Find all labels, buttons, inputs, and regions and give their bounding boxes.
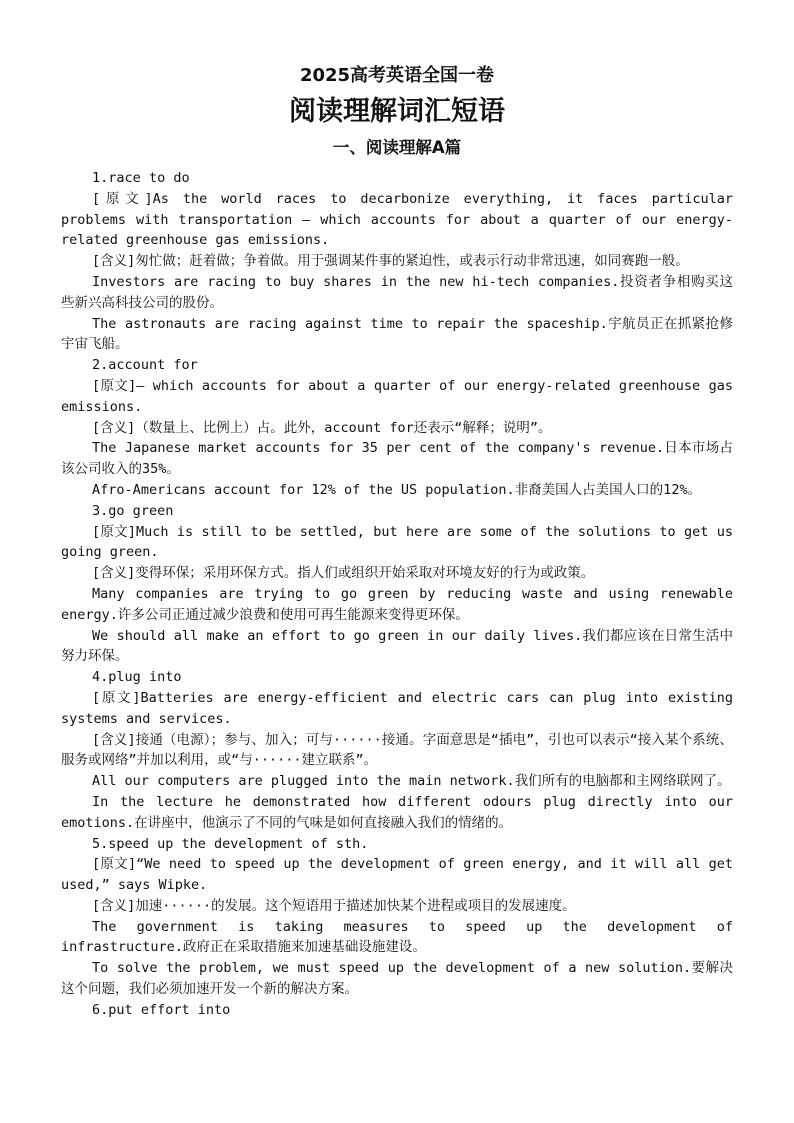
example-sentence: The astronauts are racing against time to repair the spaceship.宇航员正在抓紧抢修宇宙飞船。 <box>61 315 733 353</box>
document-body <box>61 168 733 1021</box>
entry-heading: 6.put effort into <box>92 1001 231 1018</box>
example-sentence: Afro-Americans account for 12% of the US population.非裔美国人占美国人口的12%。 <box>92 481 702 498</box>
original-text: [原文]“We need to speed up the development of green energy, and it will all get used,” says Wipke. <box>61 856 733 894</box>
example-sentence: To solve the problem, we must speed up the development of a new solution.要解决这个问题，我们必须加速开发一个新的解决方案。 <box>61 960 733 998</box>
example-sentence: Many companies are trying to go green by reducing waste and using renewable energy.许多公司正通过减少浪费和使用可再生能源来变得更环保。 <box>61 585 733 623</box>
example-sentence: The Japanese market accounts for 35 per cent of the company's revenue.日本市场占该公司收入的35%。 <box>61 440 733 478</box>
example-sentence: The government is taking measures to speed up the development of infrastructure.政府正在采取措施来加速基础设施建设。 <box>61 918 733 956</box>
example-sentence: We should all make an effort to go green in our daily lives.我们都应该在日常生活中努力环保。 <box>61 627 733 665</box>
entry-heading: 1.race to do <box>92 170 190 186</box>
document-title: 2025高考英语全国一卷 <box>299 65 495 86</box>
entry-heading: 4.plug into <box>92 669 182 686</box>
document-subtitle: 阅读理解词汇短语 <box>289 96 505 127</box>
example-sentence: Investors are racing to buy shares in the new hi-tech companies.投资者争相购买这些新兴高科技公司的股份。 <box>61 273 733 311</box>
entry-heading: 3.go green <box>92 502 174 519</box>
entry-heading: 2.account for <box>92 357 198 374</box>
meaning-text: [含义]变得环保；采用环保方式。指人们或组织开始采取对环境友好的行为或政策。 <box>92 565 595 582</box>
section-heading: 一、阅读理解A篇 <box>332 138 462 157</box>
original-text: [原文]Batteries are energy-efficient and electric cars can plug into existing systems and services. <box>61 689 733 727</box>
entry-heading: 5.speed up the development of sth. <box>92 835 369 852</box>
meaning-text: [含义]（数量上、比例上）占。此外，account for还表示“解释；说明”。 <box>92 419 552 436</box>
example-sentence: All our computers are plugged into the main network.我们所有的电脑都和主网络联网了。 <box>92 773 731 790</box>
meaning-text: [含义]匆忙做；赶着做；争着做。用于强调某件事的紧迫性，或表示行动非常迅速，如同赛跑一般。 <box>92 253 689 270</box>
example-sentence: In the lecture he demonstrated how different odours plug directly into our emotions.在讲座中，他演示了不同的气味是如何直接融入我们的情绪的。 <box>61 793 733 831</box>
original-text: [原文]As the world races to decarbonize everything, it faces particular problems with transportation — which accounts for about a quarter of our energy-related greenhouse gas emissions. <box>61 190 733 249</box>
meaning-text: [含义]接通（电源）；参与、加入；可与······接通。字面意思是“插电”，引也可以表示“接入某个系统、服务或网络”并加以利用，或“与······建立联系”。 <box>61 731 733 769</box>
original-text: [原文]— which accounts for about a quarter of our energy-related greenhouse gas emissions. <box>61 377 733 415</box>
meaning-text: [含义]加速······的发展。这个短语用于描述加快某个进程或项目的发展速度。 <box>92 897 576 914</box>
original-text: [原文]Much is still to be settled, but here are some of the solutions to get us going green. <box>61 523 733 561</box>
